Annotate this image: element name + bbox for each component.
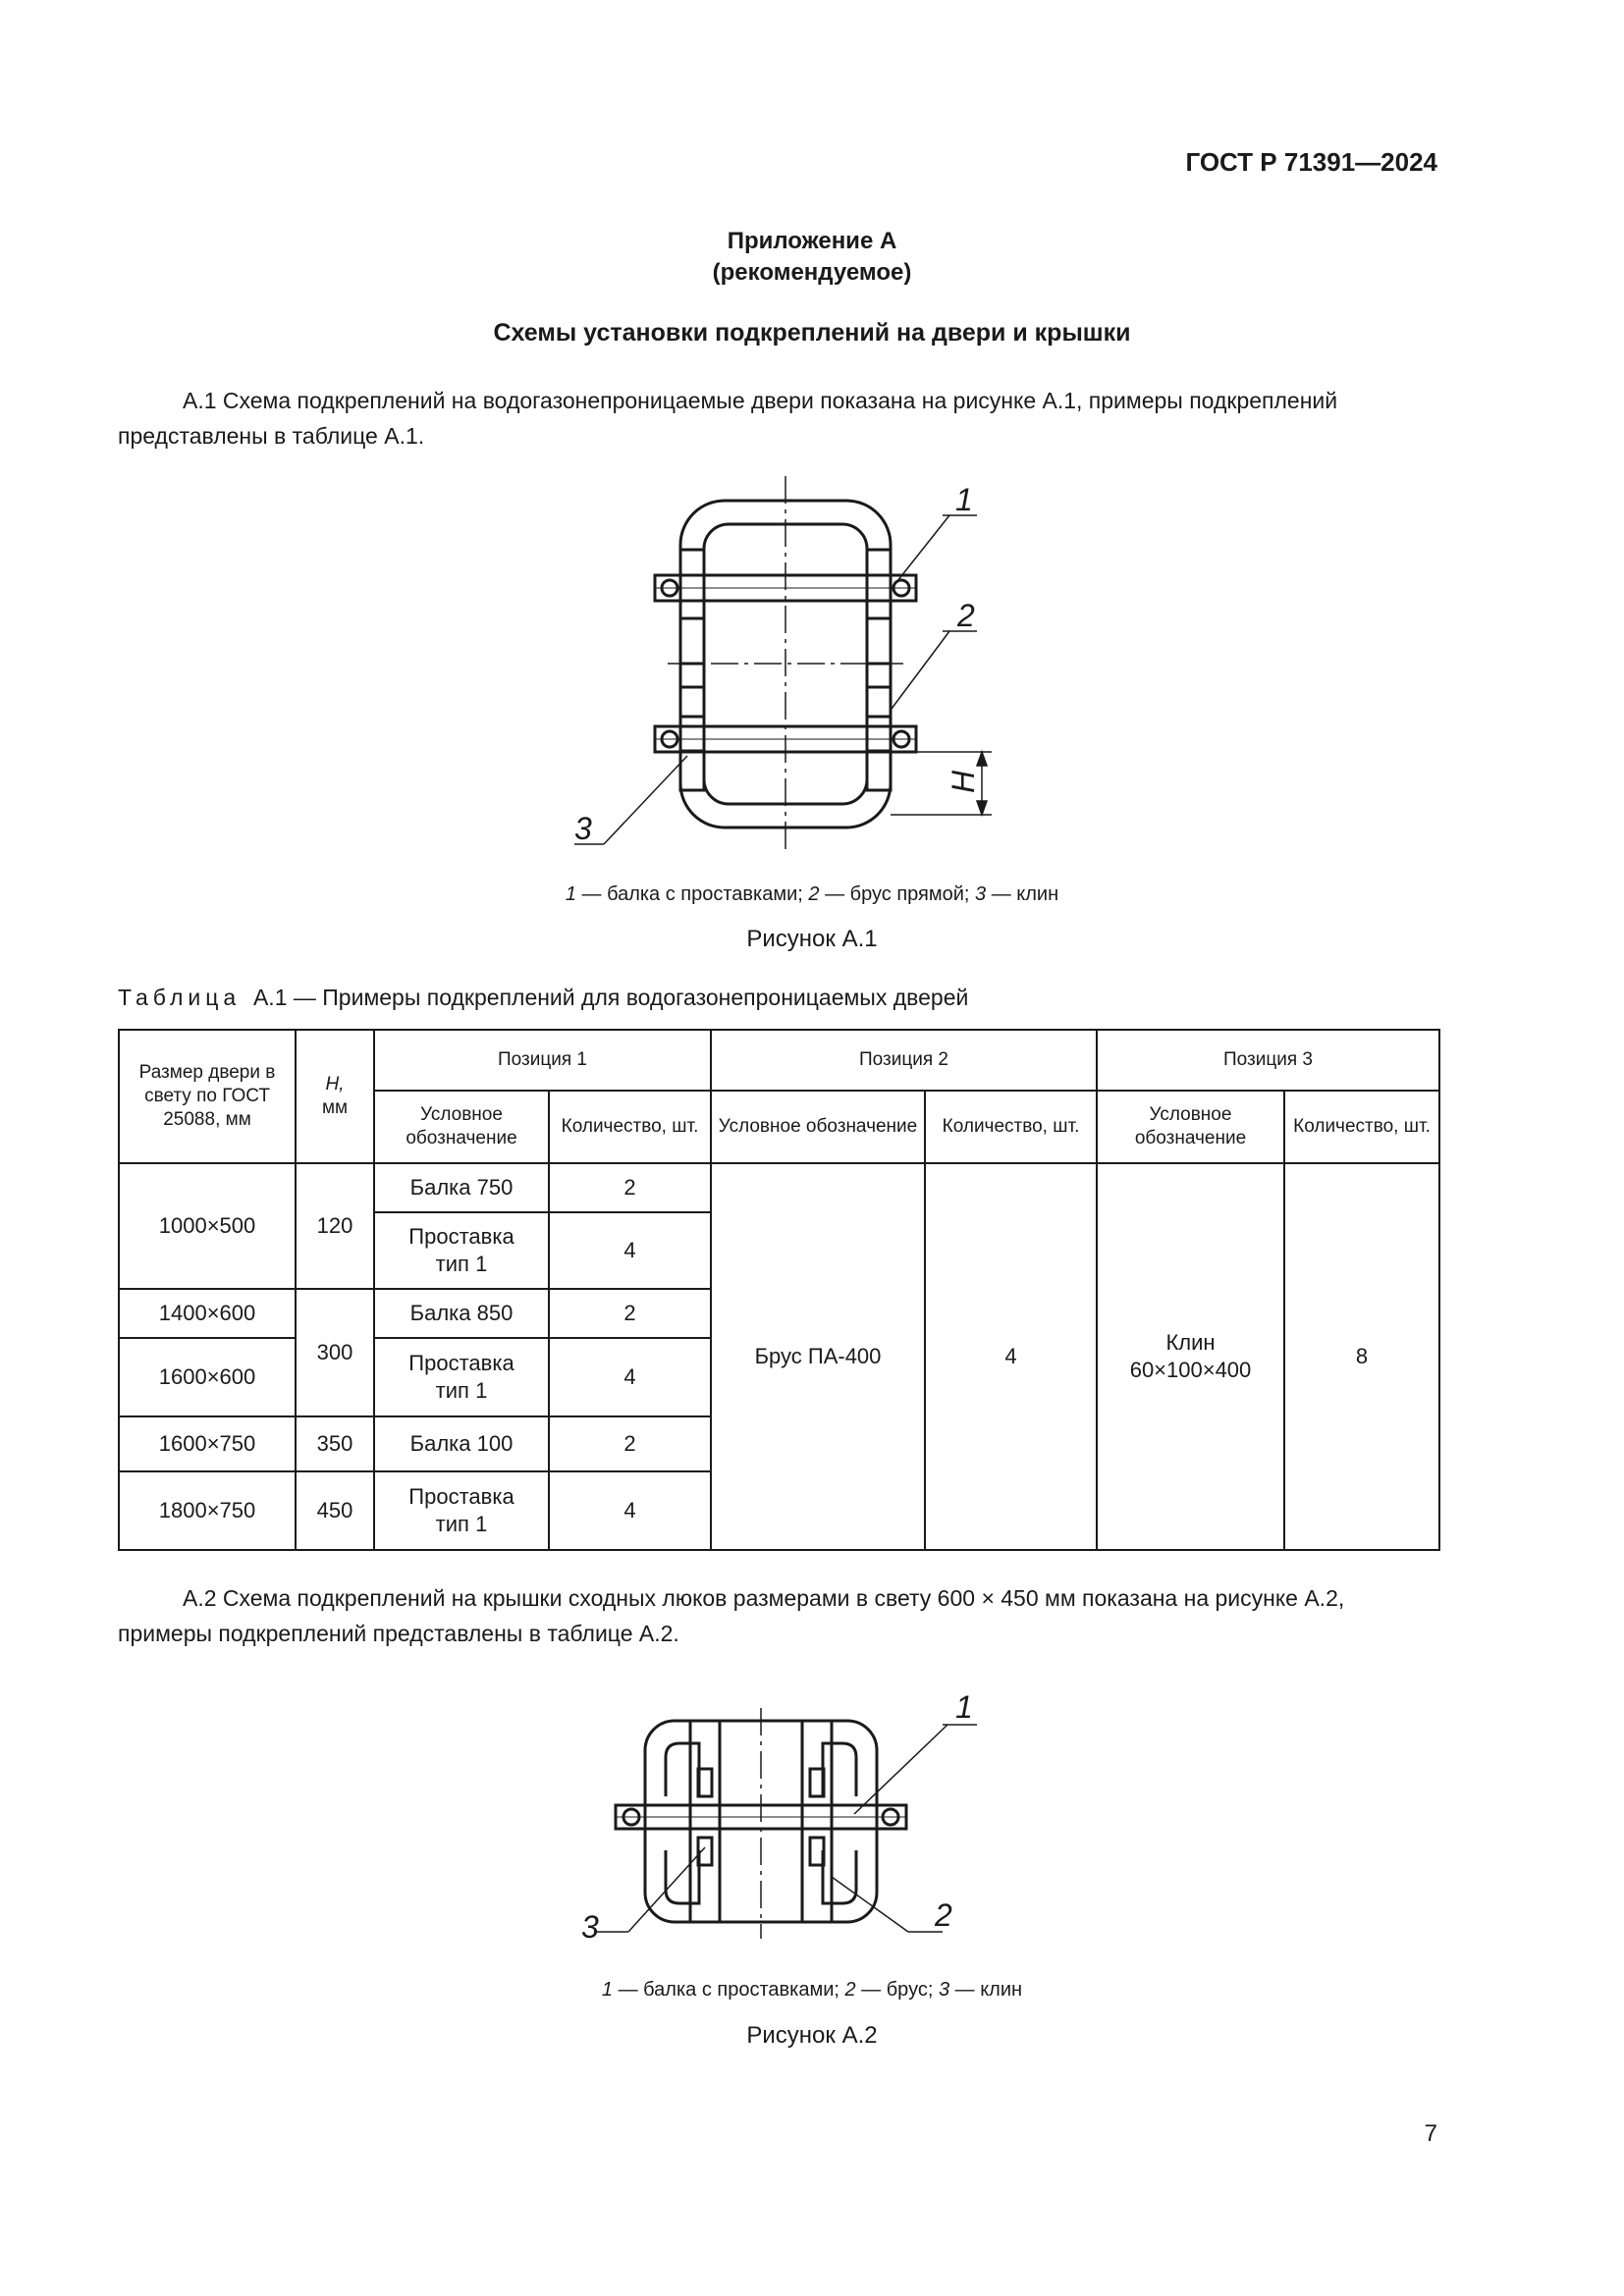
page-number: 7 (1424, 2120, 1437, 2147)
paragraph-a1 (118, 383, 1438, 454)
figure-a1-label: Рисунок А.1 (746, 926, 878, 952)
cell-quantity: 2 (549, 1416, 711, 1471)
cell-quantity: 4 (549, 1471, 711, 1550)
cell-designation: Проставка тип 1 (374, 1338, 549, 1416)
cell-quantity: 2 (549, 1289, 711, 1338)
table-header-row (119, 1030, 1439, 1091)
figure-a1-drawing (0, 471, 1624, 864)
cell-size: 1000×500 (119, 1163, 296, 1289)
cell-h: 450 (296, 1471, 374, 1550)
cell-size: 1600×600 (119, 1338, 296, 1416)
cell-designation: Проставка тип 1 (374, 1471, 549, 1550)
header-position-2: Позиция 2 (711, 1030, 1097, 1091)
figure-a2-drawing (0, 1688, 1624, 1963)
cell-size: 1600×750 (119, 1416, 296, 1471)
annex-status: (рекомендуемое) (712, 259, 912, 286)
figure-a1-caption: 1 — балка с проставками; 2 — брус прямой; 3 — клин (565, 883, 1059, 905)
cell-designation: Балка 850 (374, 1289, 549, 1338)
cell-h: 120 (296, 1163, 374, 1289)
header-h: H, мм (296, 1030, 374, 1163)
header-size: Размер двери в свету по ГОСТ 25088, мм (119, 1030, 296, 1163)
table-row (119, 1163, 1439, 1212)
header-position-1: Позиция 1 (374, 1030, 711, 1091)
cell-position-3-designation: Клин 60×100×400 (1097, 1163, 1284, 1550)
table-a1-title: Таблица А.1 — Примеры подкреплений для водогазонепроницаемых дверей (118, 985, 969, 1010)
header-position-3: Позиция 3 (1097, 1030, 1439, 1091)
cell-position-2-designation: Брус ПА-400 (711, 1163, 925, 1550)
dimension-h-label: H (946, 770, 981, 793)
header-designation: Условное обозначение (374, 1091, 549, 1163)
annex-title: Приложение А (727, 228, 897, 254)
cell-position-2-quantity: 4 (925, 1163, 1097, 1550)
callout-2: 2 (957, 598, 975, 633)
paragraph-a2 (118, 1580, 1438, 1651)
cell-designation: Балка 750 (374, 1163, 549, 1212)
cell-h: 300 (296, 1289, 374, 1416)
cell-quantity: 2 (549, 1163, 711, 1212)
callout-1: 1 (955, 1689, 973, 1725)
cell-designation: Балка 100 (374, 1416, 549, 1471)
table-label: Таблица (118, 985, 242, 1010)
header-quantity: Количество, шт. (925, 1091, 1097, 1163)
cell-designation: Проставка тип 1 (374, 1212, 549, 1289)
cell-h: 350 (296, 1416, 374, 1471)
header-designation: Условное обозначение (711, 1091, 925, 1163)
header-designation: Условное обозначение (1097, 1091, 1284, 1163)
callout-3: 3 (581, 1909, 599, 1945)
paragraph-a1-text: А.1 Схема подкреплений на водогазонепроницаемые двери показана на рисунке А.1, примеры подкреплений представлены в таблице А.1. (118, 388, 1338, 449)
cell-position-3-quantity: 8 (1284, 1163, 1439, 1550)
header-quantity: Количество, шт. (549, 1091, 711, 1163)
figure-a2-label: Рисунок А.2 (746, 2022, 878, 2049)
cell-size: 1800×750 (119, 1471, 296, 1550)
section-title: Схемы установки подкреплений на двери и крышки (493, 319, 1131, 347)
callout-3: 3 (574, 811, 592, 846)
header-quantity: Количество, шт. (1284, 1091, 1439, 1163)
callout-2: 2 (935, 1897, 952, 1933)
paragraph-a2-text: А.2 Схема подкреплений на крышки сходных люков размерами в свету 600 × 450 мм показана на рисунке А.2, примеры подкреплений представлены в таблице А.2. (118, 1585, 1345, 1646)
cell-quantity: 4 (549, 1338, 711, 1416)
document-code: ГОСТ Р 71391—2024 (1185, 147, 1437, 177)
annex-heading (0, 226, 1624, 289)
callout-1: 1 (955, 482, 973, 517)
cell-quantity: 4 (549, 1212, 711, 1289)
figure-a2-caption: 1 — балка с проставками; 2 — брус; 3 — клин (601, 1979, 1023, 2001)
table-a1 (118, 1029, 1440, 1551)
cell-size: 1400×600 (119, 1289, 296, 1338)
